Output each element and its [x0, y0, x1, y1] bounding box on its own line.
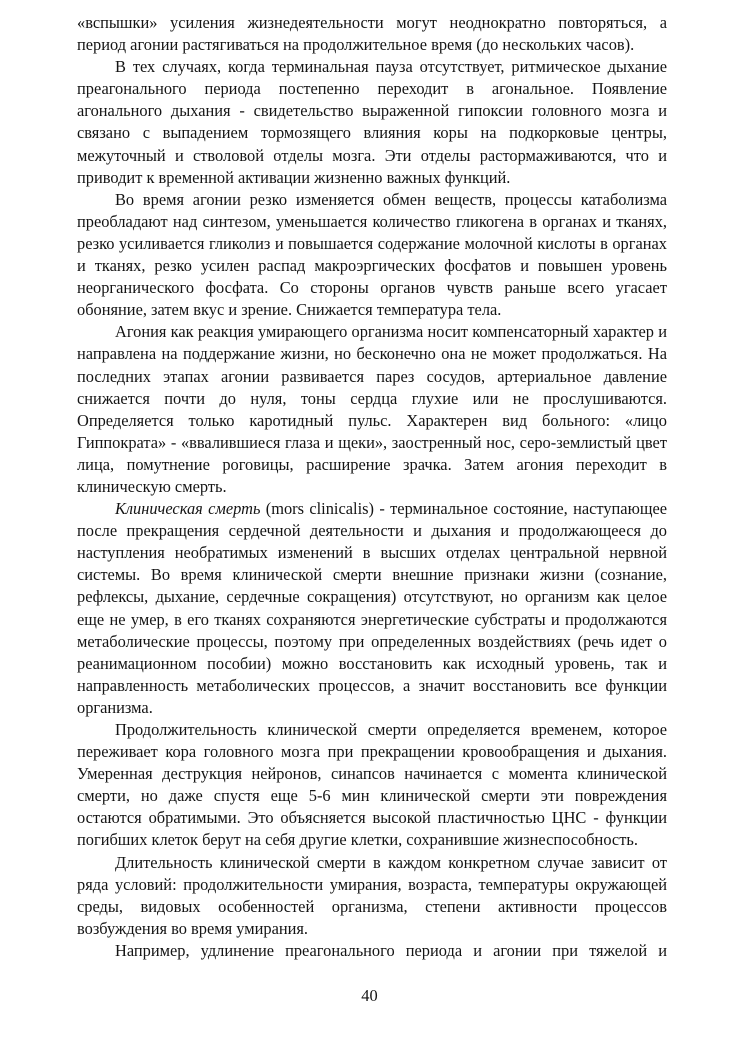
- paragraph-clinical-death: [77, 498, 667, 719]
- clinical-death-term: Клиническая смерть: [115, 499, 261, 519]
- paragraph-agonal-breathing: В тех случаях, когда терминальная пауза отсутствует, ритмическое дыхание преагонального периода постепенно переходит в агональное. Появление агонального дыхания - свидетельство выраженной гипоксии головного мозга и связано с выпадением тормозящего влияния коры на подкорковые центры, межуточный и стволовой отделы мозга. Эти отделы растормаживаются, что и приводит к временной активации жизненно важных функций.: [77, 57, 667, 187]
- clinical-death-definition: (mors clinicalis) - терминальное состояние, наступающее после прекращения сердечной деятельности и дыхания и продолжающееся до наступления необратимых изменений в высших отделах центральной нервной системы. Во время клинической смерти внешние признаки жизни (сознание, рефлексы, дыхание, сердечные сокращения) отсутствуют, но организм как целое еще не умер, в его тканях сохраняются энергетические субстраты и продолжаются метаболические процессы, поэтому при определенных воздействиях (речь идет о реанимационном пособии) можно восстановить как исходный уровень, так и направленность метаболических процессов, а значит восстановить все функции организма.: [77, 499, 667, 717]
- paragraph-conditions: Длительность клинической смерти в каждом конкретном случае зависит от ряда условий: продолжительности умирания, возраста, температуры окружающей среды, видовых особенностей организма, степени активности процессов возбуждения во время умирания.: [77, 852, 667, 938]
- paragraph-example: Например, удлинение преагонального периода и агонии при тяжелой и: [115, 940, 667, 960]
- paragraph-duration: Продолжительность клинической смерти определяется временем, которое переживает кора головного мозга при прекращении кровообращения и дыхания. Умеренная деструкция нейронов, синапсов начинается с момента клинической смерти, но даже спустя еще 5-6 мин клинической смерти эти повреждения остаются обратимыми. Это объясняется высокой пластичностью ЦНС - функции погибших клеток берут на себя другие клетки, сохранившие жизнеспособность.: [77, 720, 667, 850]
- paragraph-agony-flashes: «вспышки» усиления жизнедеятельности могут неоднократно повторяться, а период агонии растягиваться на продолжительное время (до нескольких часов).: [77, 13, 667, 55]
- paragraph-agony-reaction: Агония как реакция умирающего организма носит компенсаторный характер и направлена на поддержание жизни, но бесконечно она не может продолжаться. На последних этапах агонии развивается парез сосудов, артериальное давление снижается почти до нуля, тоны сердца глухие или не прослушиваются. Определяется только каротидный пульс. Характерен вид больного: «лицо Гиппократа» - «ввалившиеся глаза и щеки», заостренный нос, серо-землистый цвет лица, помутнение роговицы, расширение зрачка. Затем агония переходит в клиническую смерть.: [77, 322, 667, 496]
- page-number: 40: [361, 986, 378, 1005]
- page-body: [77, 12, 667, 962]
- paragraph-metabolism: Во время агонии резко изменяется обмен веществ, процессы катаболизма преобладают над синтезом, уменьшается количество гликогена в органах и тканях, резко усиливается гликолиз и повышается содержание молочной кислоты в органах и тканях, резко усилен распад макроэргических фосфатов и повышен уровень неорганического фосфата. Со стороны органов чувств раньше всего угасает обоняние, затем вкус и зрение. Снижается температура тела.: [77, 189, 667, 320]
